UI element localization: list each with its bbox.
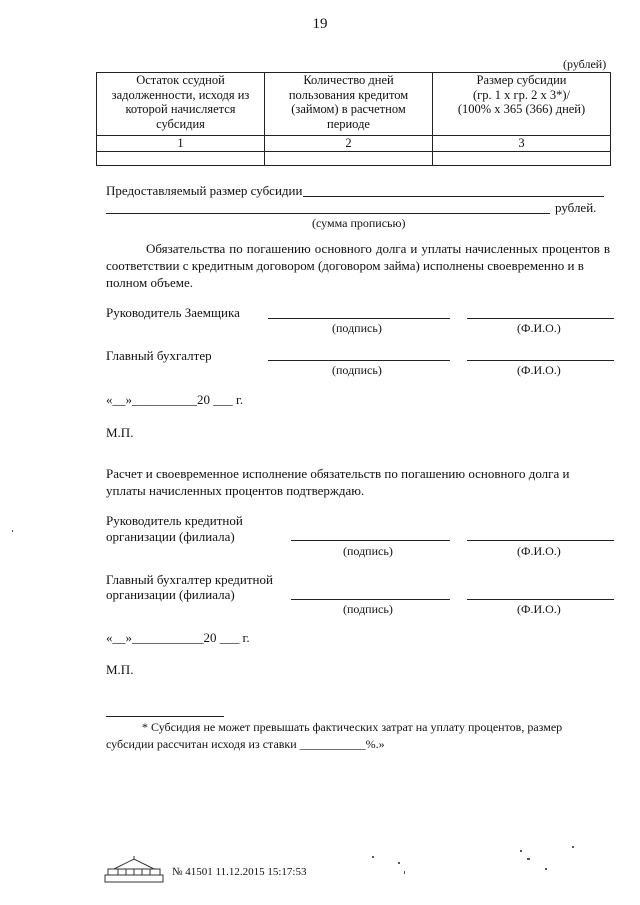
bank-accountant-label: Главный бухгалтер кредитной [106,572,273,587]
units-note: (рублей) [563,57,607,71]
table-header-row [97,73,611,136]
obligations-paragraph [106,240,610,291]
scan-speck [372,856,374,858]
obligations-text: Обязательства по погашению основного долга и уплаты начисленных процентов в соответствии с кредитным договором (договором займа) исполнены своевременно и в [106,241,610,273]
borrower-date-line[interactable]: «__»__________20 ___ г. [106,392,244,407]
header-text: субсидия [156,116,205,131]
scan-speck [572,846,574,848]
registry-emblem-icon [104,855,164,883]
header-text: (100% х 365 (366) дней) [457,102,586,116]
bank-head-signature-line[interactable] [291,540,450,541]
header-text: Размер субсидии [476,73,567,87]
table-cell[interactable] [97,151,265,165]
signature-hint: (подпись) [343,602,393,616]
header-text: которой начисляется [125,102,236,116]
header-text: Количество дней [303,73,394,87]
scan-speck [398,862,400,864]
bank-date-line[interactable]: «__»___________20 ___ г. [106,630,250,645]
borrower-head-label: Руководитель Заемщика [106,305,240,320]
subsidy-amount-line[interactable] [303,196,604,197]
scan-speck [404,871,405,874]
column-number: 3 [433,136,611,152]
scan-speck [12,530,13,532]
borrower-head-signature-line[interactable] [268,318,450,319]
registry-stamp-text: № 41501 11.12.2015 15:17:53 [172,866,307,878]
subsidy-table [96,72,611,166]
table-cell[interactable] [433,151,611,165]
signature-hint: (подпись) [332,321,382,335]
confirmation-text-end: уплаты начисленных процентов подтверждаю. [106,483,365,498]
name-hint: (Ф.И.О.) [517,544,561,558]
footnote-text: * Субсидия не может превышать фактических затрат на уплату процентов, размер [142,720,563,734]
confirmation-paragraph [106,465,610,499]
header-text: пользования кредитом [288,87,409,102]
name-hint: (Ф.И.О.) [517,321,561,335]
table-column-numbers-row [97,136,611,152]
subsidy-words-line[interactable] [106,213,550,214]
table-row [97,151,611,165]
bank-stamp-place: М.П. [106,662,134,677]
table-cell[interactable] [265,151,433,165]
header-text: Остаток ссудной [136,73,225,87]
scan-speck [527,858,530,860]
scan-speck [520,850,522,852]
header-cell-days [265,73,433,136]
header-text: периоде [327,116,370,131]
bank-head-name-line[interactable] [467,540,614,541]
subsidy-amount-label: Предоставляемый размер субсидии [106,183,303,198]
confirmation-text: Расчет и своевременное исполнение обязательств по погашению основного долга и [106,466,570,481]
sum-in-words-hint: (сумма прописью) [312,216,406,230]
bank-head-label: Руководитель кредитной [106,513,243,528]
header-cell-balance [97,73,265,136]
signature-hint: (подпись) [332,363,382,377]
name-hint: (Ф.И.О.) [517,602,561,616]
name-hint: (Ф.И.О.) [517,363,561,377]
borrower-head-name-line[interactable] [467,318,614,319]
header-cell-subsidy-size [433,73,611,136]
bank-head-label-2: организации (филиала) [106,529,235,544]
signature-hint: (подпись) [343,544,393,558]
header-text: (займом) в расчетном [291,102,406,116]
footnote-text-end: субсидии рассчитан исходя из ставки ___________%.» [106,737,385,751]
borrower-accountant-label: Главный бухгалтер [106,348,212,363]
footnote [106,719,610,753]
currency-label: рублей. [555,200,597,215]
borrower-accountant-signature-line[interactable] [268,360,450,361]
header-text: (гр. 1 х гр. 2 х 3*)/ [472,87,571,102]
column-number: 1 [97,136,265,152]
footnote-separator [106,716,224,717]
obligations-text-end: полном объеме. [106,275,193,290]
borrower-accountant-name-line[interactable] [467,360,614,361]
bank-accountant-label-2: организации (филиала) [106,587,235,602]
bank-accountant-name-line[interactable] [467,599,614,600]
bank-accountant-signature-line[interactable] [291,599,450,600]
scan-speck [545,868,547,870]
borrower-stamp-place: М.П. [106,425,134,440]
page-number: 19 [312,16,328,32]
header-text: задолженности, исходя из [111,87,250,102]
column-number: 2 [265,136,433,152]
